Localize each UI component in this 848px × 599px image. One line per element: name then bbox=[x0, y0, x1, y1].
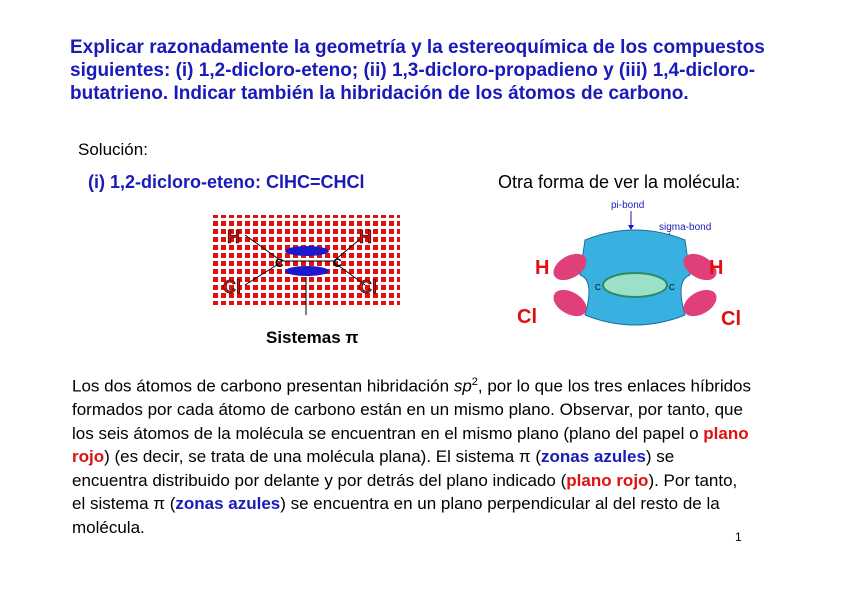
sigma-core bbox=[603, 273, 667, 297]
orbital-h-left: H bbox=[535, 257, 550, 279]
orbital-cl-right: Cl bbox=[721, 308, 741, 330]
atom-c-right: C bbox=[333, 256, 342, 270]
orbital-c-left: C bbox=[595, 283, 601, 292]
page-number: 1 bbox=[735, 530, 742, 544]
atom-cl-right: Cl bbox=[359, 277, 377, 297]
orbital-figure bbox=[517, 195, 755, 345]
solution-label: Solución: bbox=[78, 140, 148, 159]
atom-h-left: H bbox=[227, 227, 240, 247]
atom-c-left: C bbox=[275, 256, 284, 270]
atom-cl-left: Cl bbox=[223, 277, 241, 297]
orbital-c-right: C bbox=[669, 283, 675, 292]
atom-h-right: H bbox=[359, 227, 372, 247]
orbital-h-right: H bbox=[709, 257, 724, 279]
section-title: (i) 1,2-dicloro-eteno: ClHC=CHCl bbox=[88, 172, 365, 192]
left-lobe-bottom bbox=[549, 284, 591, 321]
pi-lobe-top bbox=[285, 246, 329, 256]
page-title: Explicar razonadamente la geometría y la estereoquímica de los compuestos siguientes: (i) 1,2-dicloro-eteno; (ii) 1,3-dicloro-propadieno y (iii) 1,4-dicloro-butatrieno. Indicar también la hibridación de los átomos de carbono. bbox=[70, 37, 765, 104]
other-view-label: Otra forma de ver la molécula: bbox=[498, 172, 741, 192]
sigma-bond-label: sigma-bond bbox=[659, 222, 712, 233]
right-lobe-bottom bbox=[679, 284, 721, 321]
explanation-paragraph: Los dos átomos de carbono presentan hibridación $sp^2$, por lo que los tres enlaces híbridos formados por cada átomo de carbono están en un mismo plano. Observar, por tanto, que los seis átomos de la molécula se encuentran en el mismo plano (plano del papel o plano rojo) (es decir, se trata de una molécula plana). El sistema π (zonas azules) se encuentra distribuido por delante y por detrás del plano indicado (plano rojo). Por tanto, el sistema π (zonas azules) se encuentra en un plano perpendicular al del resto de la molécula. bbox=[72, 376, 752, 537]
planar-molecule-figure bbox=[205, 205, 405, 315]
orbital-cl-left: Cl bbox=[517, 306, 537, 328]
pi-systems-caption: Sistemas π bbox=[266, 328, 359, 347]
pi-lobe-bottom bbox=[285, 266, 329, 276]
pi-bond-label: pi-bond bbox=[611, 200, 645, 211]
